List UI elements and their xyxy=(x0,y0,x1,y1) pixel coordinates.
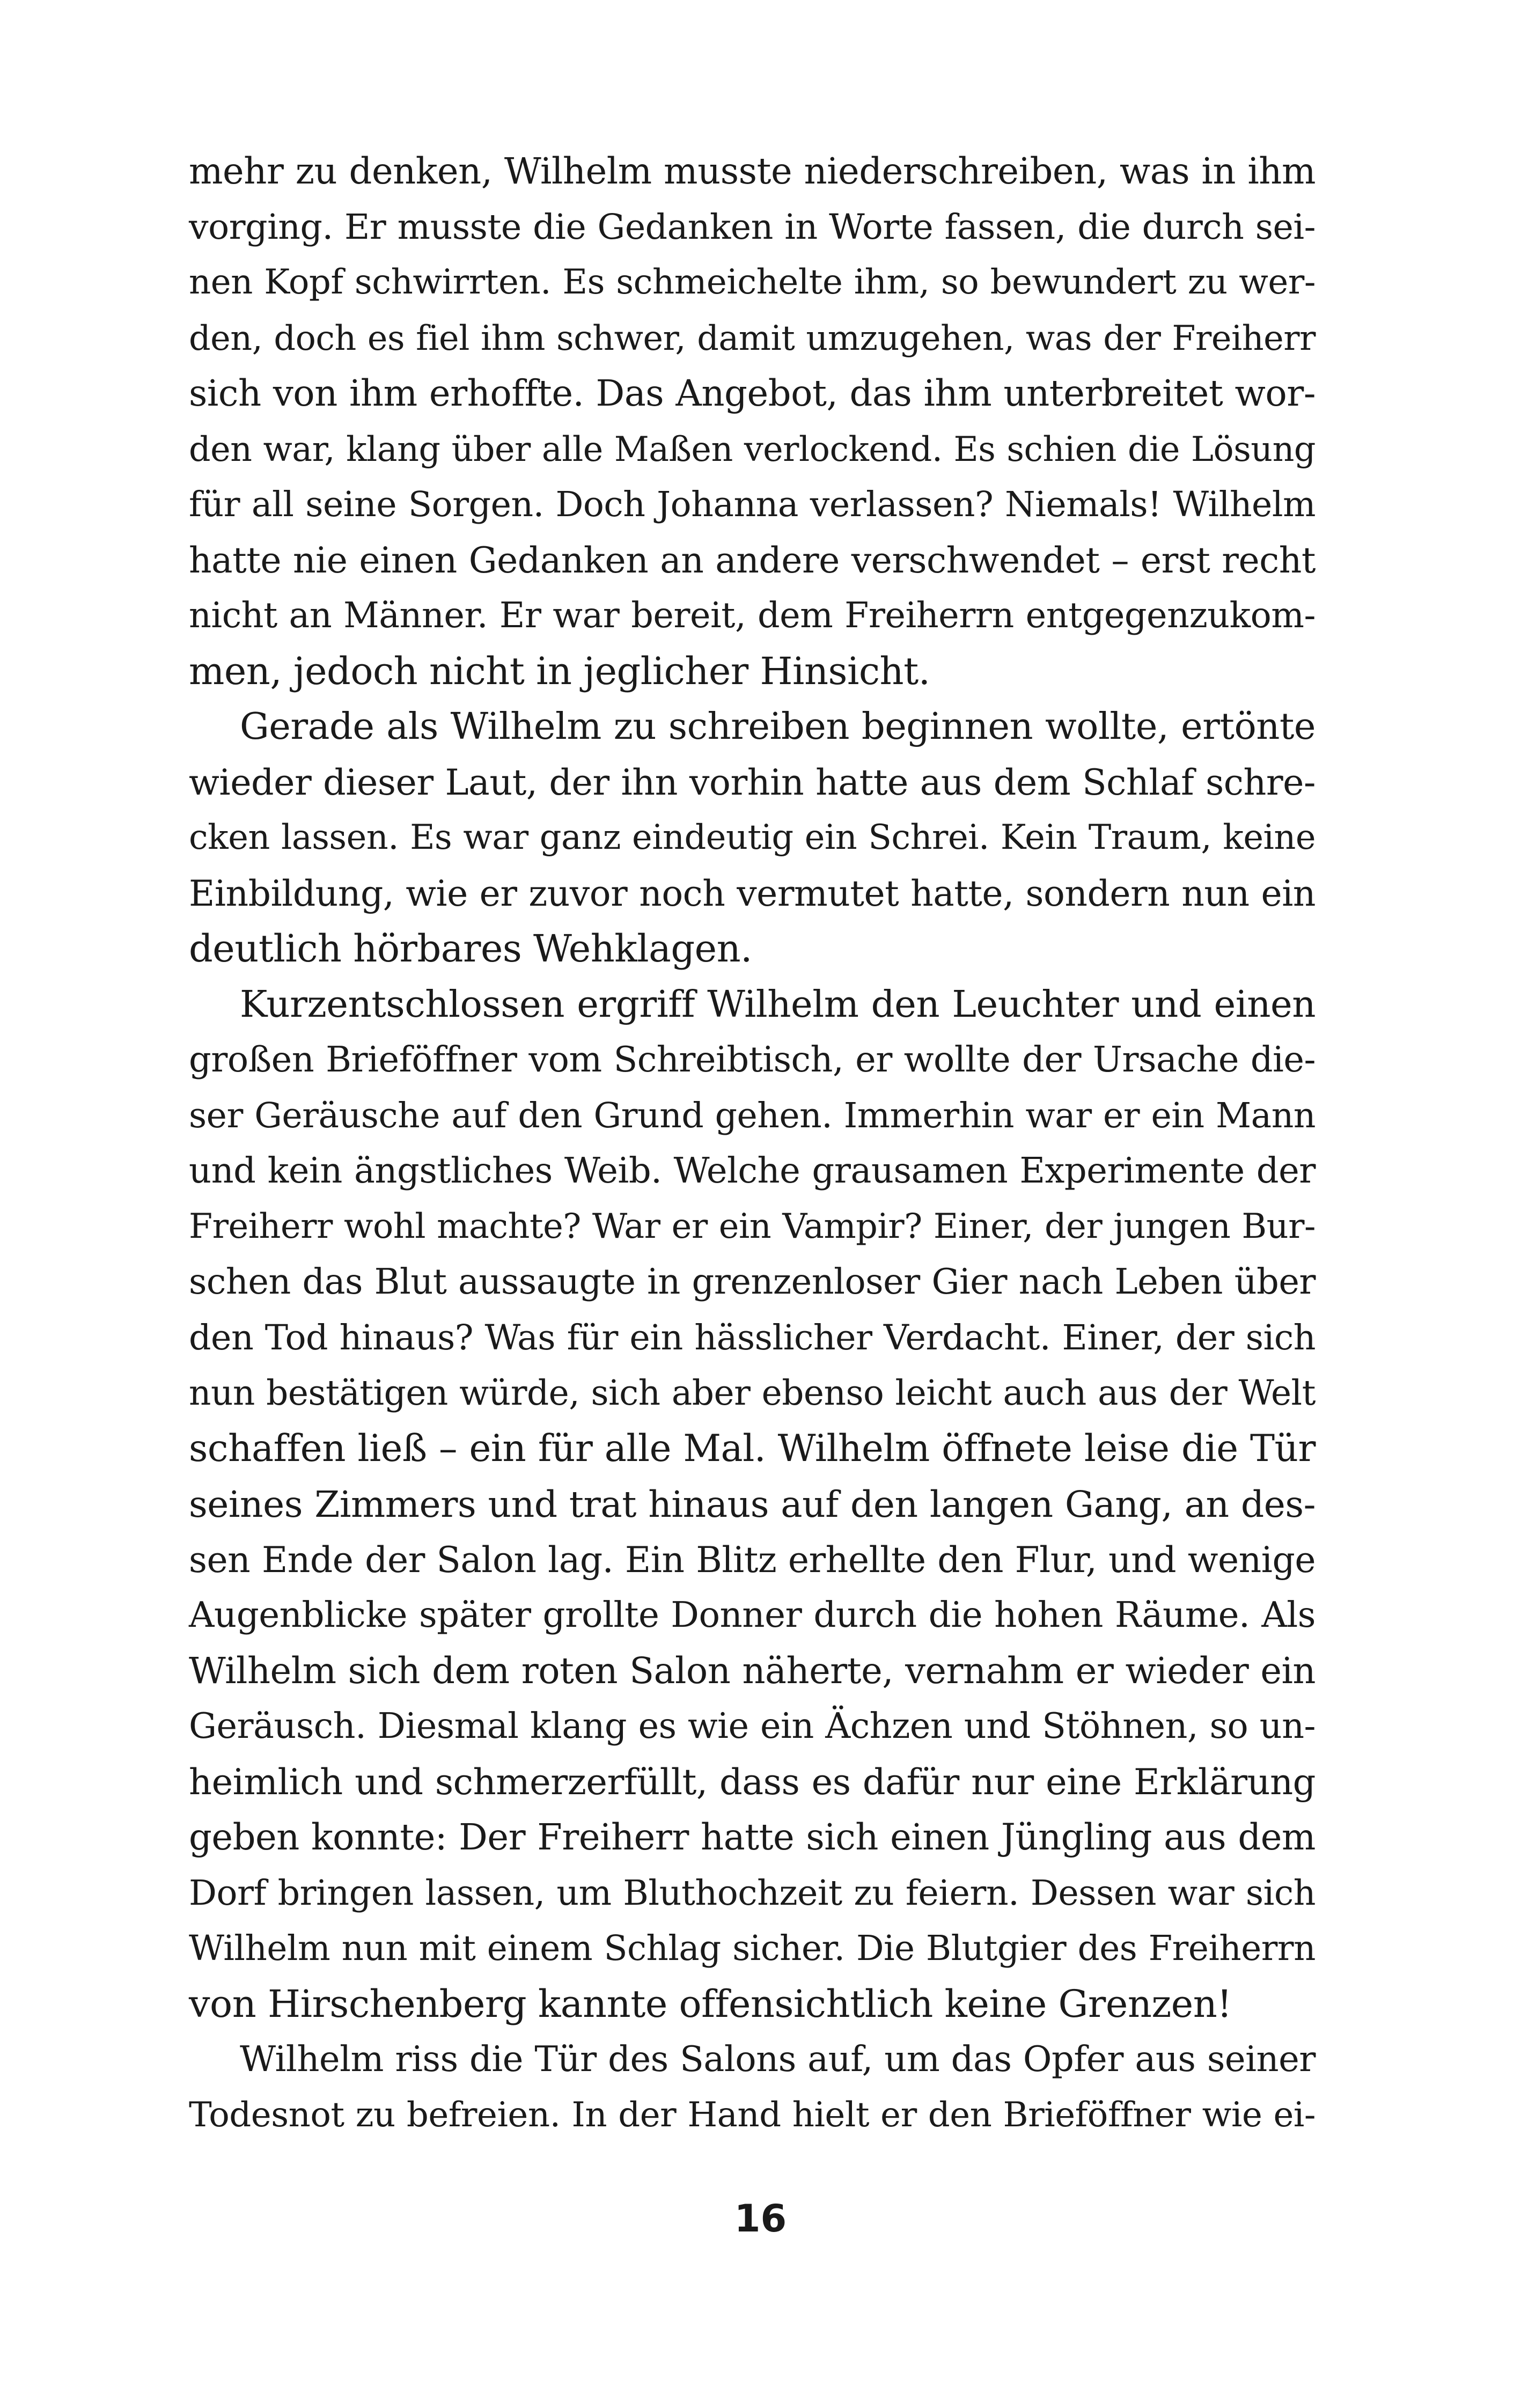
paragraph xyxy=(189,977,1316,2032)
text-line: schen das Blut aussaugte in grenzenloser Gier nach Leben über xyxy=(189,1262,1316,1302)
text-line: den Tod hinaus? Was für ein hässlicher Verdacht. Einer, der sich xyxy=(189,1317,1316,1358)
text-line: geben konnte: Der Freiherr hatte sich einen Jüngling aus dem xyxy=(189,1816,1316,1858)
text-line: Kurzentschlossen ergriff Wilhelm den Leuchter und einen xyxy=(240,982,1316,1026)
text-line: nun bestätigen würde, sich aber ebenso leicht auch aus der Welt xyxy=(189,1373,1316,1413)
text-line: Einbildung, wie er zuvor noch vermutet hatte, sondern nun ein xyxy=(189,872,1316,914)
paragraph xyxy=(189,2032,1316,2143)
text-line: Todesnot zu befreien. In der Hand hielt er den Brieföffner wie ei- xyxy=(189,2095,1316,2135)
text-line: Freiherr wohl machte? War er ein Vampir? Einer, der jungen Bur- xyxy=(189,1206,1316,1246)
text-line: Wilhelm riss die Tür des Salons auf, um das Opfer aus seiner xyxy=(240,2039,1316,2080)
text-line: nicht an Männer. Er war bereit, dem Freiherrn entgegenzukom- xyxy=(189,596,1316,636)
text-line: Wilhelm nun mit einem Schlag sicher. Die Blutgier des Freiherrn xyxy=(189,1928,1316,1969)
text-line: seines Zimmers und trat hinaus auf den langen Gang, an des- xyxy=(189,1483,1316,1525)
text-line: ser Geräusche auf den Grund gehen. Immerhin war er ein Mann xyxy=(189,1095,1316,1136)
text-line: wieder dieser Laut, der ihn vorhin hatte aus dem Schlaf schre- xyxy=(189,761,1316,803)
text-line: von Hirschenberg kannte offensichtlich keine Grenzen! xyxy=(189,1981,1232,2026)
page-number: 16 xyxy=(734,2197,787,2241)
body-text xyxy=(189,144,1316,2143)
text-line: Geräusch. Diesmal klang es wie ein Ächzen und Stöhnen, so un- xyxy=(189,1706,1316,1746)
text-line: sich von ihm erhoffte. Das Angebot, das ihm unterbreitet wor- xyxy=(189,372,1316,414)
text-line: den, doch es fiel ihm schwer, damit umzugehen, was der Freiherr xyxy=(189,318,1316,358)
text-line: deutlich hörbares Wehklagen. xyxy=(189,927,752,971)
text-line: nen Kopf schwirrten. Es schmeichelte ihm, so bewundert zu wer- xyxy=(189,262,1316,302)
text-line: Gerade als Wilhelm zu schreiben beginnen wollte, ertönte xyxy=(240,705,1316,748)
text-line: vorging. Er musste die Gedanken in Worte fassen, die durch sei- xyxy=(189,207,1316,247)
text-line: mehr zu denken, Wilhelm musste niederschreiben, was in ihm xyxy=(189,150,1316,192)
text-line: heimlich und schmerzerfüllt, dass es dafür nur eine Erklärung xyxy=(189,1760,1316,1803)
text-line: sen Ende der Salon lag. Ein Blitz erhellte den Flur, und wenige xyxy=(189,1539,1316,1581)
text-line: großen Brieföffner vom Schreibtisch, er wollte der Ursache die- xyxy=(189,1039,1316,1080)
text-line: men, jedoch nicht in jeglicher Hinsicht. xyxy=(189,649,930,693)
paragraph xyxy=(189,144,1316,699)
paragraph xyxy=(189,699,1316,977)
text-line: den war, klang über alle Maßen verlockend. Es schien die Lösung xyxy=(189,429,1316,469)
text-line: und kein ängstliches Weib. Welche grausamen Experimente der xyxy=(189,1150,1316,1191)
text-line: Augenblicke später grollte Donner durch die hohen Räume. Als xyxy=(189,1595,1316,1635)
text-line: Wilhelm sich dem roten Salon näherte, vernahm er wieder ein xyxy=(189,1649,1316,1692)
text-line: schaffen ließ – ein für alle Mal. Wilhelm öffnete leise die Tür xyxy=(189,1427,1316,1470)
text-line: hatte nie einen Gedanken an andere verschwendet – erst recht xyxy=(189,539,1316,581)
text-line: cken lassen. Es war ganz eindeutig ein Schrei. Kein Traum, keine xyxy=(189,818,1316,857)
text-line: für all seine Sorgen. Doch Johanna verlassen? Niemals! Wilhelm xyxy=(189,484,1316,525)
text-line: Dorf bringen lassen, um Bluthochzeit zu feiern. Dessen war sich xyxy=(189,1873,1316,1913)
